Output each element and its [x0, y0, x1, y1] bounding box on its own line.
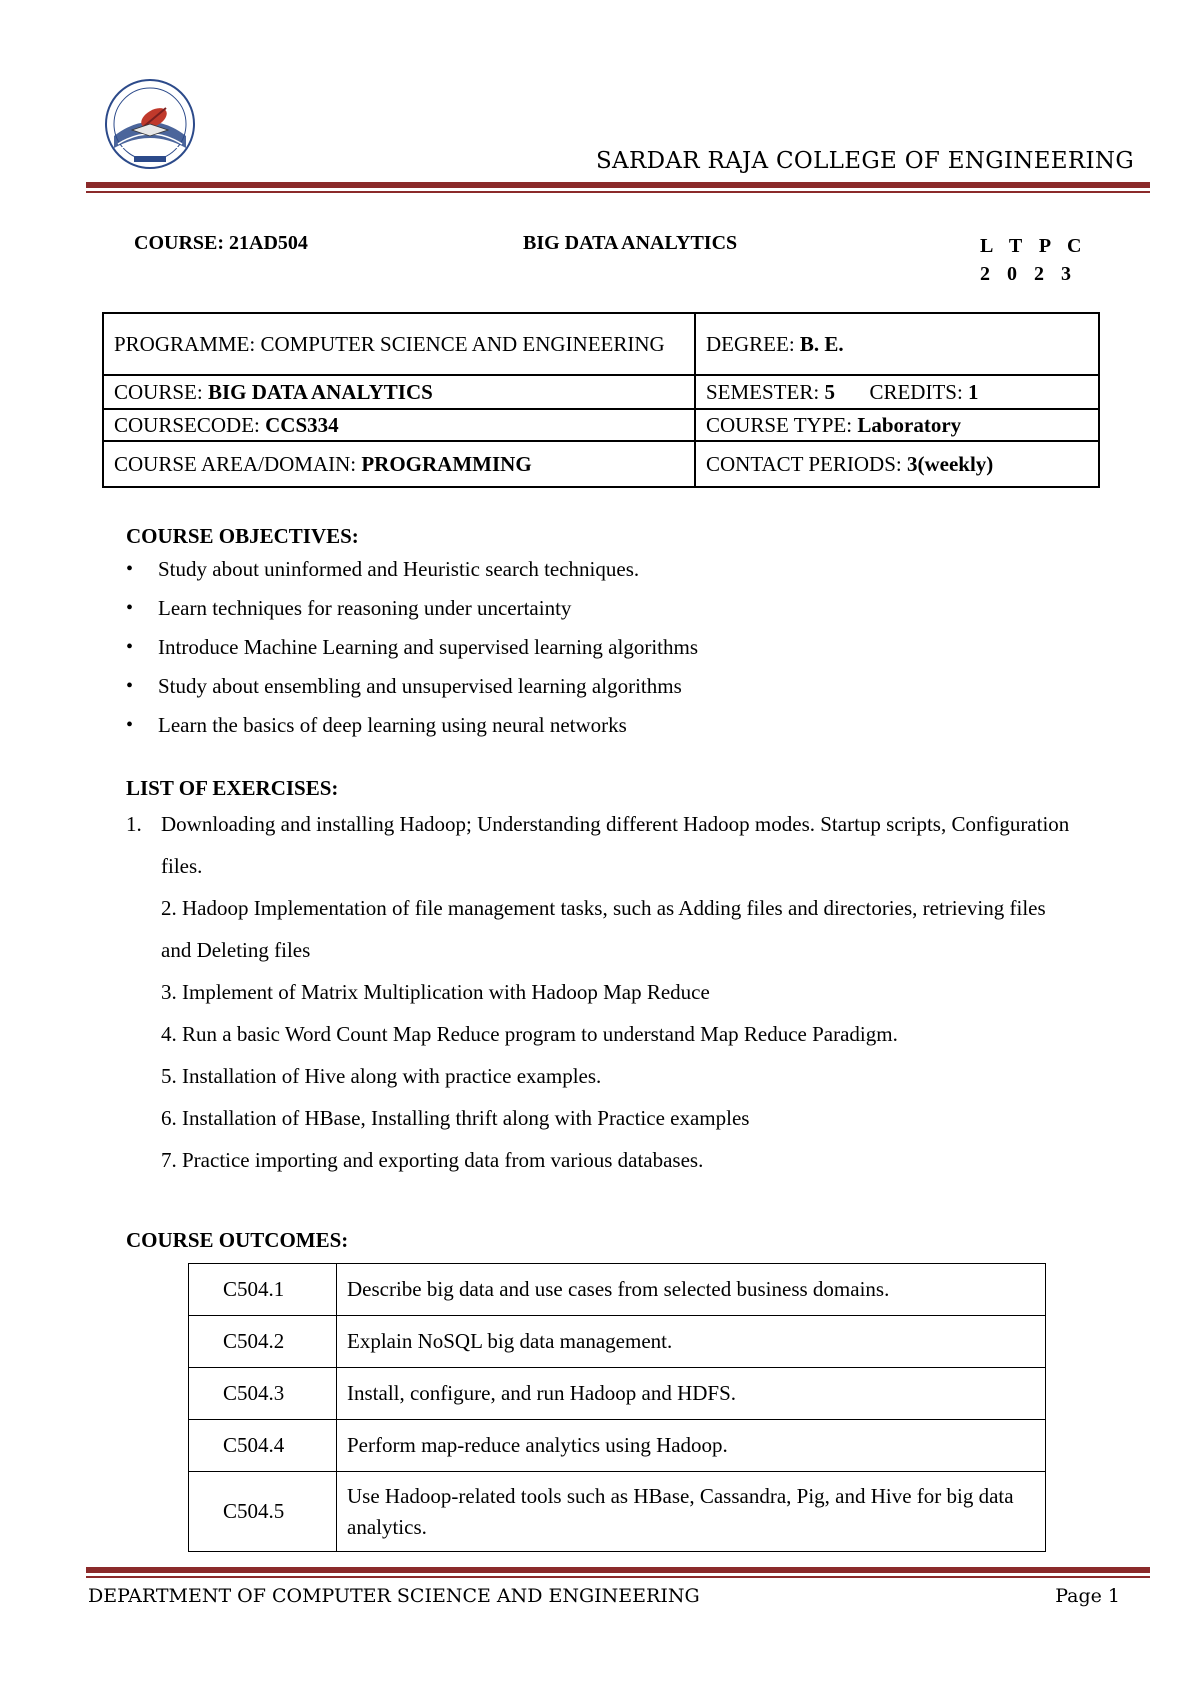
programme-label: PROGRAMME:: [114, 331, 261, 356]
semester-label: SEMESTER:: [706, 379, 825, 404]
list-item: 1. Downloading and installing Hadoop; Understanding different Hadoop modes. Startup scripts, Configuration files.: [126, 803, 1076, 887]
table-row: [189, 1368, 1046, 1420]
table-row: [189, 1420, 1046, 1472]
list-item: • Introduce Machine Learning and supervised learning algorithms: [126, 628, 698, 667]
outcomes-table: [188, 1263, 1046, 1552]
contact-label: CONTACT PERIODS:: [706, 451, 907, 476]
outcomes-heading: COURSE OUTCOMES:: [126, 1228, 349, 1252]
college-name: SARDAR RAJA COLLEGE OF ENGINEERING: [596, 148, 1134, 174]
list-item: 7. Practice importing and exporting data from various databases.: [161, 1148, 704, 1172]
list-item: • Learn the basics of deep learning using neural networks: [126, 706, 698, 745]
bullet-icon: •: [126, 597, 134, 619]
outcome-desc: Perform map-reduce analytics using Hadoop.: [337, 1420, 1046, 1472]
exercise-number: 1.: [126, 812, 142, 836]
page-number: Page 1: [1055, 1585, 1120, 1607]
header-rule-thin: [86, 191, 1150, 193]
degree-cell: [695, 313, 1099, 375]
table-row: [189, 1472, 1046, 1552]
course-cell: [103, 375, 695, 409]
list-item: • Study about ensembling and unsupervised learning algorithms: [126, 667, 698, 706]
table-row: [189, 1316, 1046, 1368]
coursetype-value: Laboratory: [857, 412, 962, 437]
semester-value: 5: [824, 379, 835, 404]
bullet-icon: •: [126, 558, 134, 580]
footer-department: DEPARTMENT OF COMPUTER SCIENCE AND ENGINEERING: [88, 1585, 700, 1607]
area-value: PROGRAMMING: [361, 451, 532, 476]
list-item: 6. Installation of HBase, Installing thrift along with Practice examples: [161, 1106, 750, 1130]
bullet-icon: •: [126, 636, 134, 658]
table-row: [103, 441, 1099, 487]
table-row: [189, 1264, 1046, 1316]
outcome-code: C504.4: [189, 1420, 337, 1472]
list-item: 5. Installation of Hive along with practice examples.: [161, 1064, 602, 1088]
programme-cell: [103, 313, 695, 375]
footer-rule: [86, 1567, 1150, 1573]
course-code: COURSE: 21AD504: [134, 232, 308, 254]
ltpc-values: 2 0 2 3: [980, 263, 1077, 285]
outcome-desc: Use Hadoop-related tools such as HBase, Cassandra, Pig, and Hive for big data analytics.: [337, 1472, 1046, 1552]
exercises-heading: LIST OF EXERCISES:: [126, 776, 339, 800]
table-row: [103, 409, 1099, 441]
ltpc-block: [980, 232, 1087, 288]
contact-value: 3(weekly): [906, 451, 994, 476]
bullet-icon: •: [126, 714, 134, 736]
programme-value: COMPUTER SCIENCE AND ENGINEERING: [260, 331, 665, 356]
list-item: 3. Implement of Matrix Multiplication with Hadoop Map Reduce: [161, 980, 710, 1004]
table-row: [103, 375, 1099, 409]
outcome-code: C504.3: [189, 1368, 337, 1420]
objectives-heading: COURSE OBJECTIVES:: [126, 524, 359, 548]
contact-cell: [695, 441, 1099, 487]
list-item: 2. Hadoop Implementation of file management tasks, such as Adding files and directories, retrieving files and Deleting files: [161, 896, 1046, 962]
outcome-code: C504.5: [189, 1472, 337, 1552]
outcome-desc: Install, configure, and run Hadoop and HDFS.: [337, 1368, 1046, 1420]
degree-label: DEGREE:: [706, 331, 800, 356]
outcome-code: C504.2: [189, 1316, 337, 1368]
credits-value: 1: [968, 379, 979, 404]
ltpc-label: L T P C: [980, 235, 1088, 257]
objectives-list: [126, 550, 698, 745]
coursetype-cell: [695, 409, 1099, 441]
coursetype-label: COURSE TYPE:: [706, 412, 858, 437]
footer-rule-thin: [86, 1576, 1150, 1578]
course-title: BIG DATA ANALYTICS: [523, 232, 738, 254]
bullet-icon: •: [126, 675, 134, 697]
coursecode-cell: [103, 409, 695, 441]
exercises-list: [126, 803, 1076, 1181]
outcome-code: C504.1: [189, 1264, 337, 1316]
list-item: 4. Run a basic Word Count Map Reduce program to understand Map Reduce Paradigm.: [161, 1022, 898, 1046]
college-crest-icon: [104, 78, 196, 170]
coursecode-value: CCS334: [265, 412, 339, 437]
list-item: • Study about uninformed and Heuristic search techniques.: [126, 550, 698, 589]
list-item: • Learn techniques for reasoning under uncertainty: [126, 589, 698, 628]
coursecode-label: COURSECODE:: [114, 412, 266, 437]
header-rule: [86, 182, 1150, 188]
course-info-table: [102, 312, 1100, 488]
course-value: BIG DATA ANALYTICS: [207, 379, 433, 404]
area-cell: [103, 441, 695, 487]
table-row: [103, 313, 1099, 375]
semester-credits-cell: [695, 375, 1099, 409]
degree-value: B. E.: [799, 331, 844, 356]
outcome-desc: Explain NoSQL big data management.: [337, 1316, 1046, 1368]
area-label: COURSE AREA/DOMAIN:: [114, 451, 362, 476]
course-label: COURSE:: [114, 379, 208, 404]
credits-label: CREDITS:: [869, 379, 969, 404]
outcome-desc: Describe big data and use cases from selected business domains.: [337, 1264, 1046, 1316]
